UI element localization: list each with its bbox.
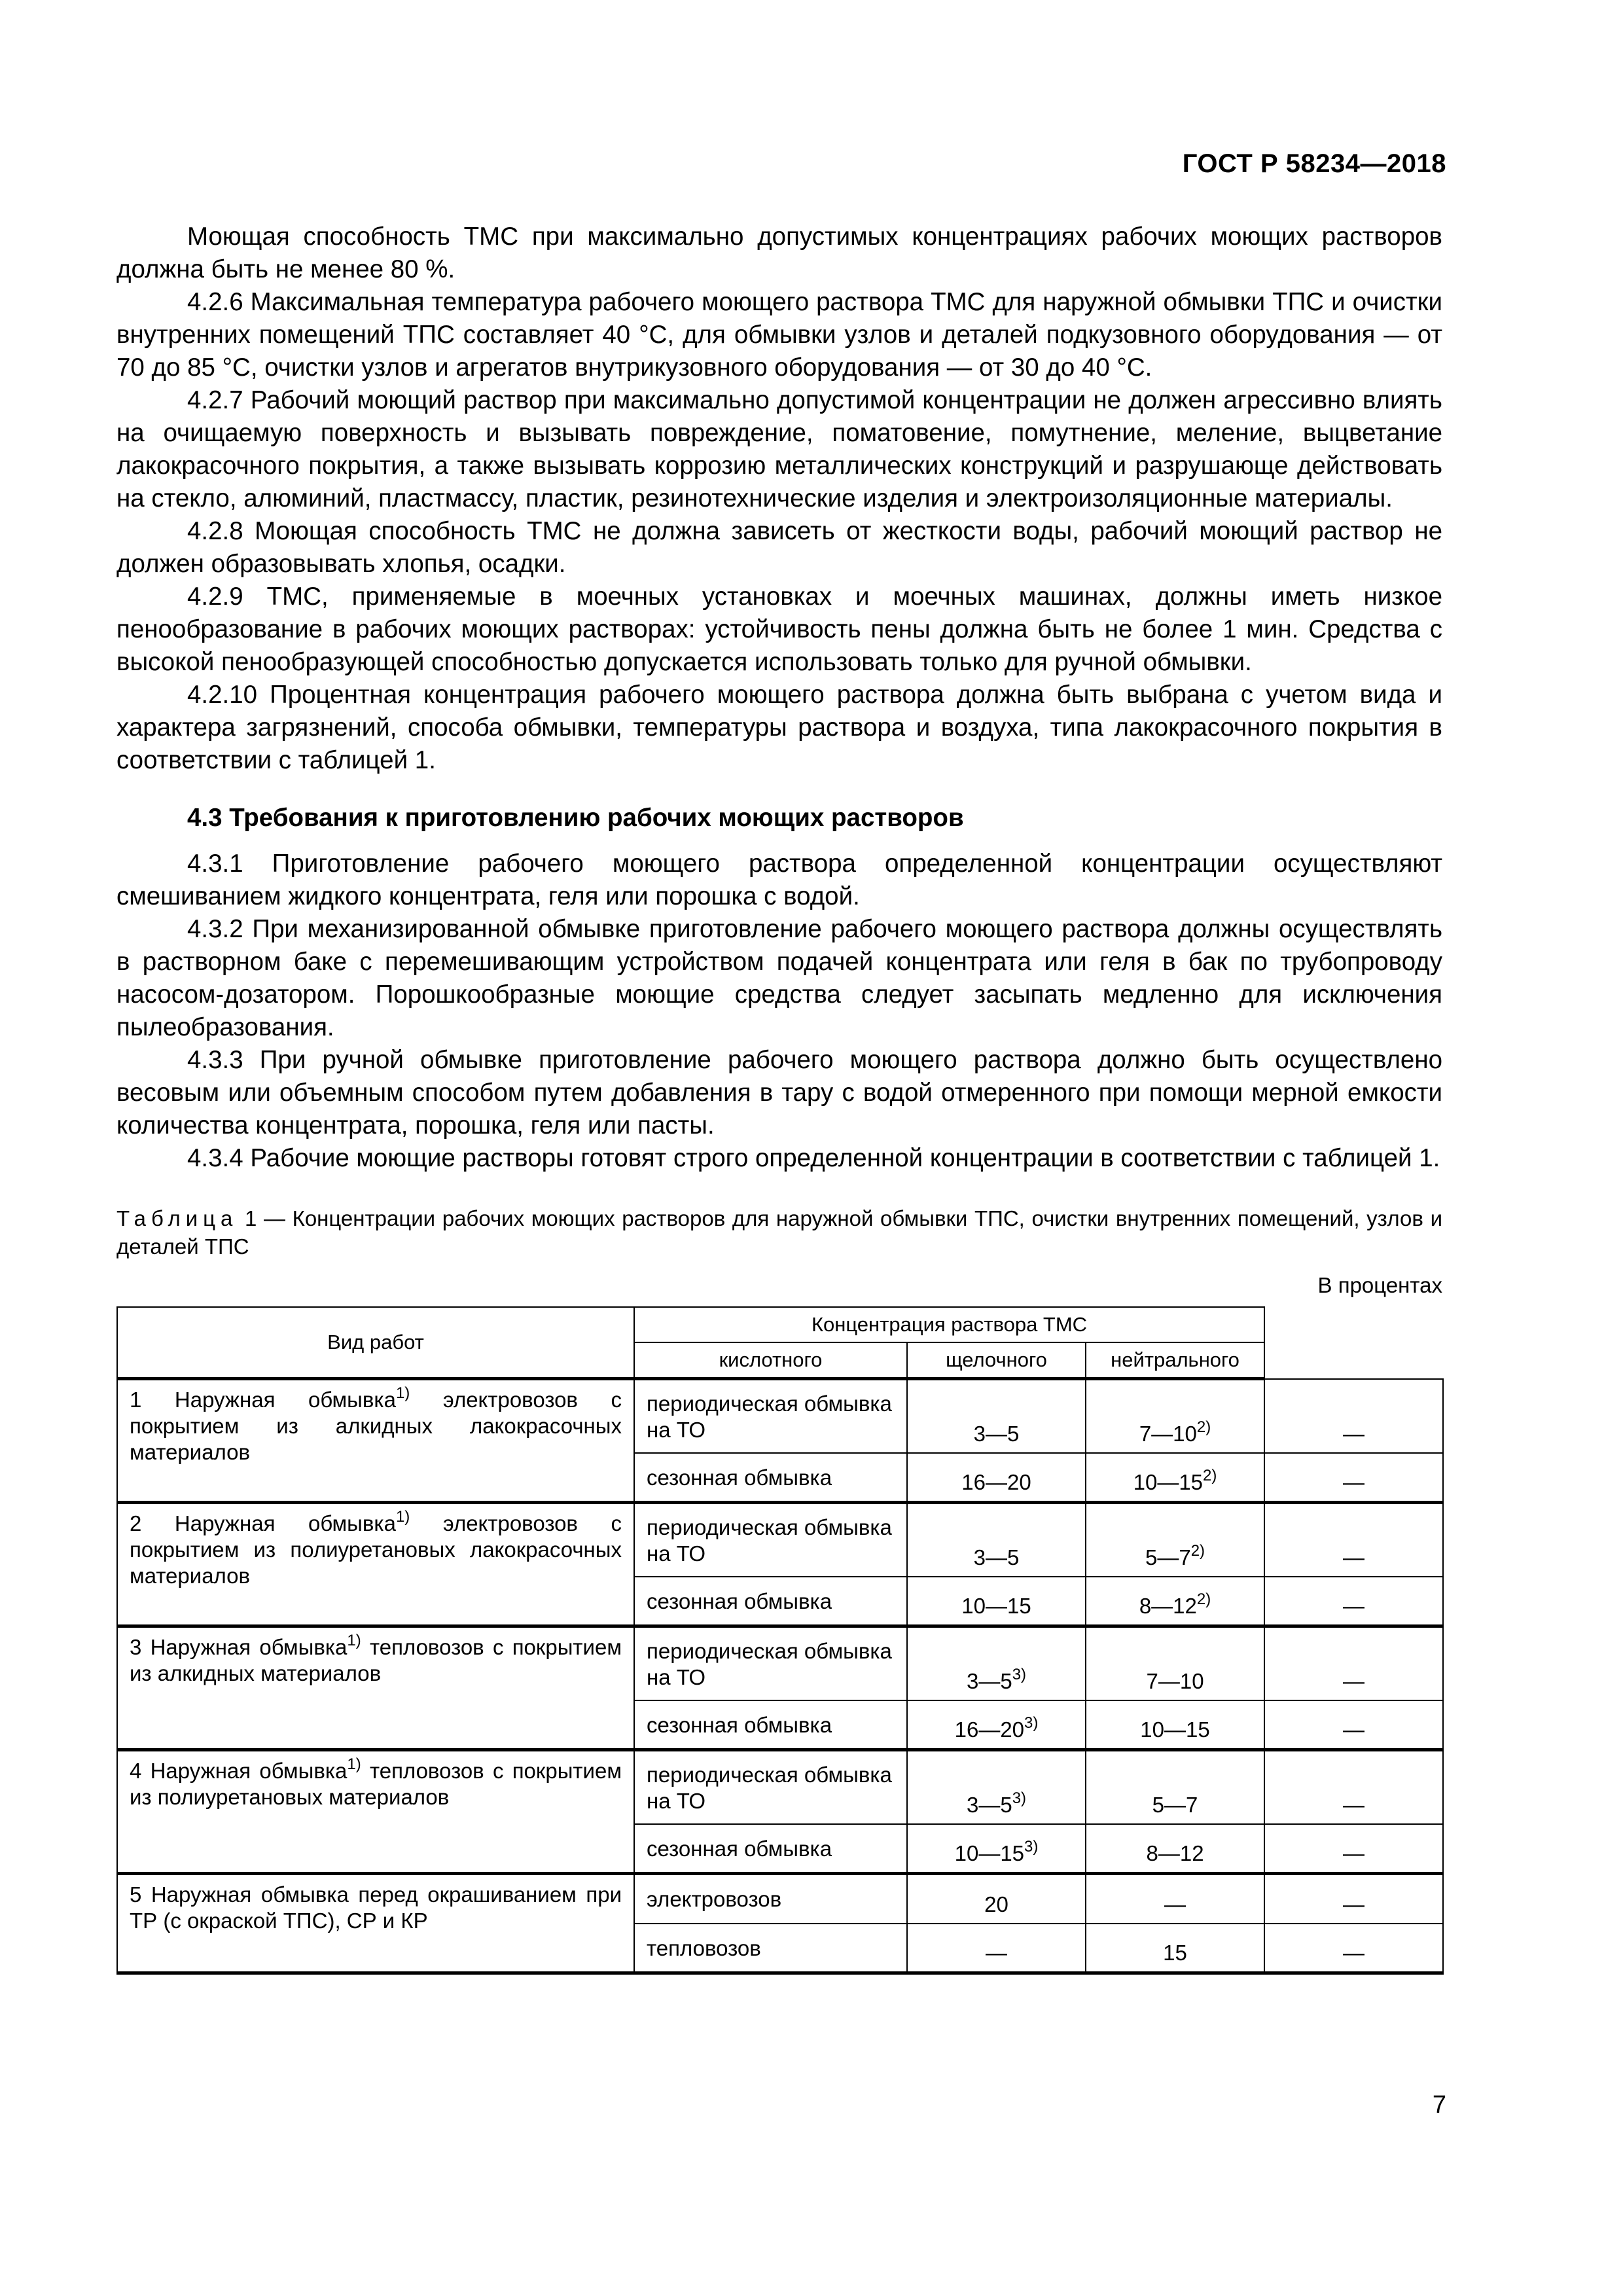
document-code: ГОСТ Р 58234—2018 (1182, 149, 1446, 178)
header-alkaline: щелочного (907, 1342, 1086, 1379)
neutral-value: — (1264, 1379, 1443, 1453)
acid-value: 10—15 (907, 1577, 1086, 1626)
acid-value: 3—5 (907, 1379, 1086, 1453)
neutral-value: — (1264, 1453, 1443, 1503)
wash-mode: периодическая обмывка на ТО (634, 1626, 907, 1700)
neutral-value: — (1264, 1626, 1443, 1700)
wash-mode: сезонная обмывка (634, 1453, 907, 1503)
wash-mode: периодическая обмывка на ТО (634, 1503, 907, 1577)
table-row (117, 1503, 1443, 1577)
acid-value: — (907, 1924, 1086, 1973)
acid-value: 3—5 (907, 1503, 1086, 1577)
paragraph: Моющая способность ТМС при максимально допустимых концентрациях рабочих моющих растворов должна быть не менее 80 %. (116, 223, 1442, 283)
table-row (117, 1626, 1443, 1700)
header-work-type: Вид работ (117, 1307, 634, 1379)
header-acid: кислотного (634, 1342, 907, 1379)
work-description: 1 Наружная обмывка$^{1)}$ электровозов с покрытием из алкидных лакокрасочных материалов (117, 1379, 634, 1503)
wash-mode: периодическая обмывка на ТО (634, 1379, 907, 1453)
table-caption-label: Таблица (116, 1206, 238, 1230)
work-description: 3 Наружная обмывка$^{1)}$ тепловозов с покрытием из алкидных материалов (117, 1626, 634, 1750)
paragraph: 4.2.8 Моющая способность ТМС не должна зависеть от жесткости воды, рабочий моющий раствор не должен образовывать хлопья, осадки. (116, 517, 1442, 578)
wash-mode: сезонная обмывка (634, 1577, 907, 1626)
table-row (117, 1874, 1443, 1924)
paragraph: 4.3.3 При ручной обмывке приготовление рабочего моющего раствора должно быть осуществлено весовым или объемным способом путем добавления в тару с водой отмеренного при помощи мерной емкости количества концентрата, порошка, геля или пасты. (116, 1046, 1442, 1139)
concentration-table (116, 1306, 1444, 1975)
acid-value: 10—15$^{3)}$ (907, 1824, 1086, 1874)
alkaline-value: 7—10$^{2)}$ (1086, 1379, 1264, 1453)
alkaline-value: 7—10 (1086, 1626, 1264, 1700)
table-group (117, 1626, 1443, 1750)
paragraph: 4.2.7 Рабочий моющий раствор при максимально допустимой концентрации не должен агрессивно влиять на очищаемую поверхность и вызывать повреждение, поматовение, помутнение, меление, выцветание лакокрасочного покрытия, а также вызывать коррозию металлических конструкций и разрушающе действовать на стекло, алюминий, пластмассу, пластик, резинотехнические изделия и электроизоляционные материалы. (116, 386, 1442, 512)
wash-mode: сезонная обмывка (634, 1700, 907, 1750)
page-content (116, 221, 1442, 1975)
wash-mode: тепловозов (634, 1924, 907, 1973)
table-group (117, 1750, 1443, 1874)
table-units: В процентах (1317, 1273, 1442, 1297)
alkaline-value: 10—15 (1086, 1700, 1264, 1750)
table-group (117, 1874, 1443, 1973)
acid-value: 16—20 (907, 1453, 1086, 1503)
alkaline-value: 8—12$^{2)}$ (1086, 1577, 1264, 1626)
acid-value: 16—20$^{3)}$ (907, 1700, 1086, 1750)
wash-mode: сезонная обмывка (634, 1824, 907, 1874)
wash-mode: периодическая обмывка на ТО (634, 1750, 907, 1824)
table-row (117, 1379, 1443, 1453)
table-header-row (117, 1307, 1443, 1342)
alkaline-value: 15 (1086, 1924, 1264, 1973)
paragraph: 4.3.4 Рабочие моющие растворы готовят строго определенной концентрации в соответствии с таблицей 1. (187, 1144, 1440, 1172)
paragraph: 4.2.9 ТМС, применяемые в моечных установках и моечных машинах, должны иметь низкое пенообразование в рабочих моющих растворах: устойчивость пены должна быть не более 1 мин. Средства с высокой пенообразующей способностью допускается использовать только для ручной обмывки. (116, 583, 1442, 676)
paragraph: 4.2.6 Максимальная температура рабочего моющего раствора ТМС для наружной обмывки ТПС и очистки внутренних помещений ТПС составляет 40 °C, для обмывки узлов и деталей подкузовного оборудования — от 70 до 85 °C, очистки узлов и агрегатов внутрикузовного оборудования — от 30 до 40 °C. (116, 288, 1442, 382)
paragraph: 4.3.2 При механизированной обмывке приготовление рабочего моющего раствора должны осуществлять в растворном баке с перемешивающим устройством подачей концентрата или геля в бак по трубопроводу насосом-дозатором. Порошкообразные моющие средства следует засыпать медленно для исключения пылеобразования. (116, 915, 1442, 1041)
header-concentration: Концентрация раствора ТМС (634, 1307, 1264, 1342)
table-caption-text: 1 — Концентрации рабочих моющих растворов для наружной обмывки ТПС, очистки внутренних помещений, узлов и деталей ТПС (116, 1206, 1442, 1259)
section-heading: 4.3 Требования к приготовлению рабочих моющих растворов (187, 804, 964, 832)
acid-value: 3—5$^{3)}$ (907, 1626, 1086, 1700)
table-row (117, 1750, 1443, 1824)
work-description: 5 Наружная обмывка перед окрашиванием при ТР (с окраской ТПС), СР и КР (117, 1874, 634, 1973)
acid-value: 20 (907, 1874, 1086, 1924)
table-group (117, 1379, 1443, 1503)
alkaline-value: 5—7$^{2)}$ (1086, 1503, 1264, 1577)
alkaline-value: — (1086, 1874, 1264, 1924)
alkaline-value: 10—15$^{2)}$ (1086, 1453, 1264, 1503)
work-description: 2 Наружная обмывка$^{1)}$ электровозов с покрытием из полиуретановых лакокрасочных материалов (117, 1503, 634, 1626)
acid-value: 3—5$^{3)}$ (907, 1750, 1086, 1824)
alkaline-value: 8—12 (1086, 1824, 1264, 1874)
header-neutral: нейтрального (1086, 1342, 1264, 1379)
neutral-value: — (1264, 1750, 1443, 1824)
wash-mode: электровозов (634, 1874, 907, 1924)
alkaline-value: 5—7 (1086, 1750, 1264, 1824)
neutral-value: — (1264, 1503, 1443, 1577)
neutral-value: — (1264, 1700, 1443, 1750)
neutral-value: — (1264, 1924, 1443, 1973)
table-caption (116, 1204, 1442, 1261)
page-number: 7 (1432, 2091, 1446, 2119)
work-description: 4 Наружная обмывка$^{1)}$ тепловозов с покрытием из полиуретановых материалов (117, 1750, 634, 1874)
neutral-value: — (1264, 1874, 1443, 1924)
neutral-value: — (1264, 1577, 1443, 1626)
paragraph: 4.2.10 Процентная концентрация рабочего моющего раствора должна быть выбрана с учетом вида и характера загрязнений, способа обмывки, температуры раствора и воздуха, типа лакокрасочного покрытия в соответствии с таблицей 1. (116, 681, 1442, 774)
paragraph: 4.3.1 Приготовление рабочего моющего раствора определенной концентрации осуществляют смешиванием жидкого концентрата, геля или порошка с водой. (116, 850, 1442, 910)
table-group (117, 1503, 1443, 1626)
neutral-value: — (1264, 1824, 1443, 1874)
